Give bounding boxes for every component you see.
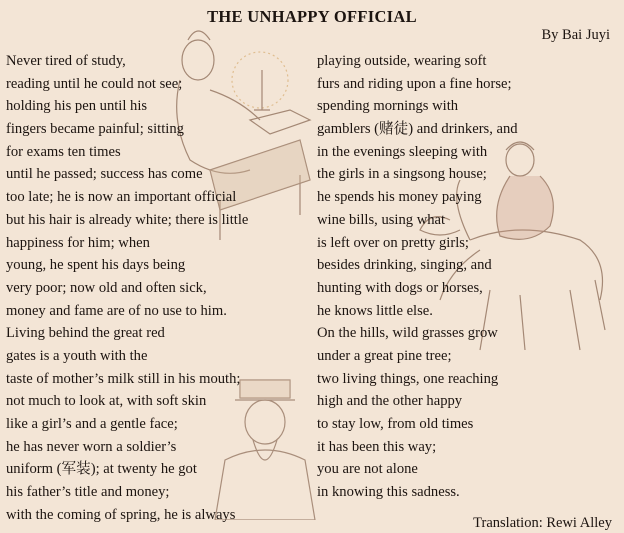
poem-line: until he passed; success has come [6,166,203,183]
poem-line: is left over on pretty girls; [317,234,469,251]
poem-line: reading until he could not see; [6,75,183,92]
poem-line: too late; he is now an important official [6,189,237,206]
poem-line: very poor; now old and often sick, [6,279,207,296]
poem-line: holding his pen until his [6,98,148,115]
poem-right-column [317,50,518,504]
poem-line: to stay low, from old times [317,416,474,432]
poem-author: By Bai Juyi [541,27,610,43]
poem-line: besides drinking, singing, and [317,257,492,274]
poem-left-column [6,50,248,526]
poem-line: high and the other happy [317,393,463,410]
poem-line: Never tired of study, [6,53,126,69]
poem-line: fingers became painful; sitting [6,121,184,138]
poem-line: in knowing this sadness. [317,484,460,501]
poem-line: gates is a youth with the [6,347,148,364]
poem-line: he knows little else. [317,302,433,319]
poem-line: in the evenings sleeping with [317,143,488,160]
poem-line: playing outside, wearing soft [317,53,487,69]
poem-line: he spends his money paying [317,189,482,206]
poem-title: THE UNHAPPY OFFICIAL [207,7,417,26]
poem-line: gamblers (赌徒) and drinkers, and [317,121,518,138]
poem-line: his father’s title and money; [6,484,170,501]
poem-line: he has never worn a soldier’s [6,438,177,455]
poem-line: On the hills, wild grasses grow [317,325,498,342]
poem-line: young, he spent his days being [6,257,186,274]
poem-line: Living behind the great red [6,325,165,342]
poem-line: spending mornings with [317,98,459,115]
poem-line: taste of mother’s milk still in his mouth; [6,370,241,387]
poem-line: uniform (军装); at twenty he got [6,461,197,478]
poem-line: furs and riding upon a fine horse; [317,75,512,92]
poem-line: for exams ten times [6,143,121,160]
poem-line: not much to look at, with soft skin [6,393,207,410]
translation-credit: Translation: Rewi Alley [473,515,612,531]
poem-line: the girls in a singsong house; [317,166,487,183]
poem-line: you are not alone [317,461,418,478]
poem-line: with the coming of spring, he is always [6,506,236,523]
poem-line: like a girl’s and a gentle face; [6,416,178,432]
poem-line: wine bills, using what [317,211,446,228]
poem-line: it has been this way; [317,438,437,455]
poem-line: but his hair is already white; there is little [6,211,249,228]
poem-line: two living things, one reaching [317,370,499,387]
poem-line: happiness for him; when [6,234,150,251]
poem-line: under a great pine tree; [317,347,452,364]
poem-line: money and fame are of no use to him. [6,302,227,319]
poem-line: hunting with dogs or horses, [317,279,483,296]
